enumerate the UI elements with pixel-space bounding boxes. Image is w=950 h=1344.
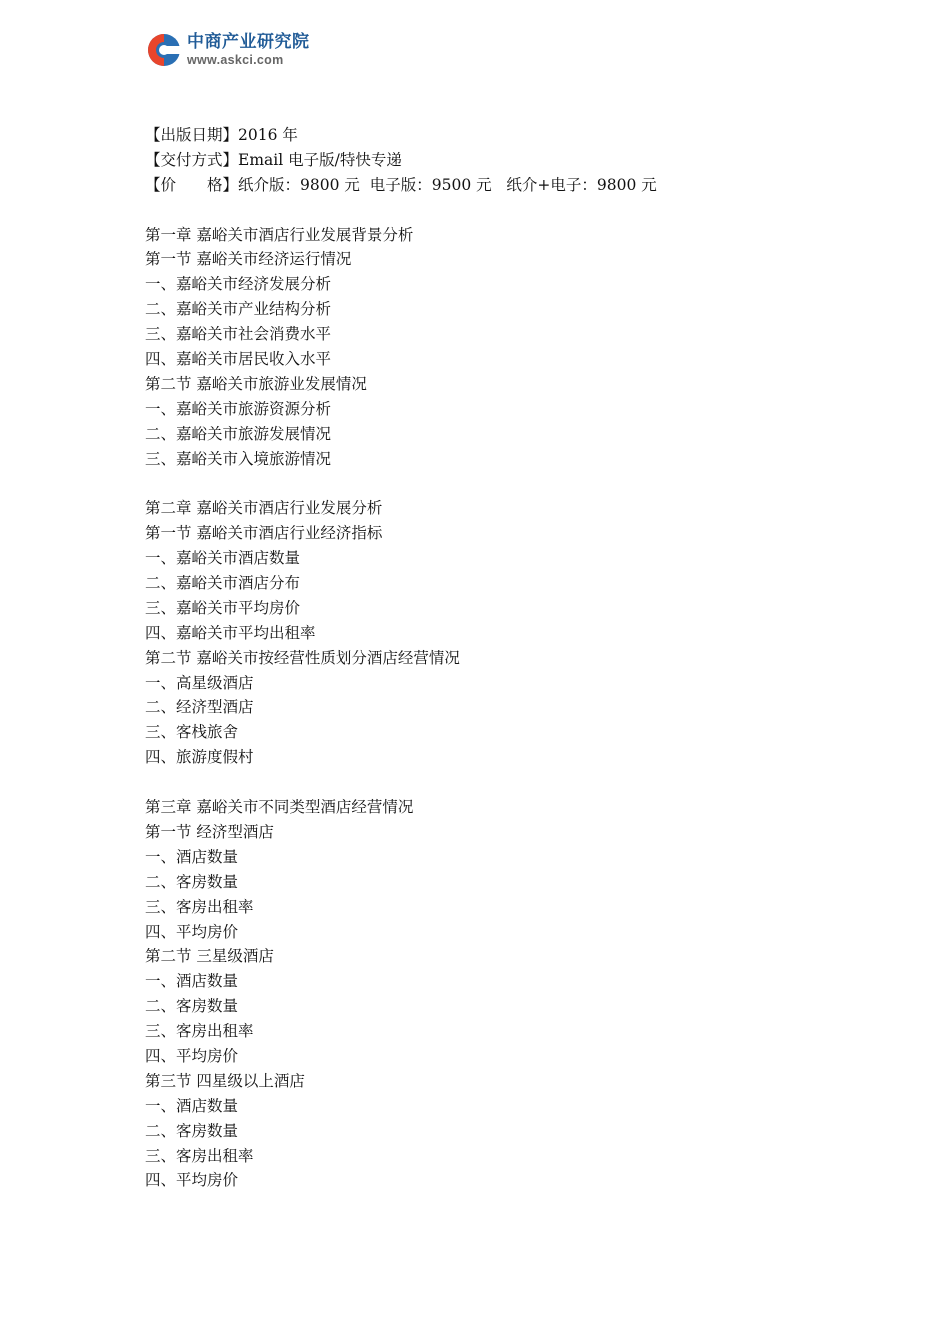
company-logo (147, 33, 310, 67)
toc-item: 三、嘉峪关市平均房价 (145, 598, 301, 617)
section-title: 第二节 嘉峪关市按经营性质划分酒店经营情况 (145, 648, 460, 667)
toc-item: 一、酒店数量 (145, 1096, 239, 1115)
toc-item: 一、嘉峪关市酒店数量 (145, 549, 301, 568)
toc-item: 一、嘉峪关市经济发展分析 (145, 275, 332, 294)
publish-date: 【出版日期】2016 年 (145, 126, 298, 144)
chapter-title: 第二章 嘉峪关市酒店行业发展分析 (145, 499, 383, 518)
toc-item: 二、嘉峪关市酒店分布 (145, 574, 301, 593)
toc-item: 一、酒店数量 (145, 847, 239, 866)
toc-item: 一、酒店数量 (145, 972, 239, 991)
section-title: 第一节 经济型酒店 (145, 822, 274, 841)
spacer (145, 198, 865, 223)
spacer (145, 471, 865, 496)
toc-item: 三、客房出租率 (145, 897, 254, 916)
section-title: 第二节 嘉峪关市旅游业发展情况 (145, 374, 367, 393)
logo-emblem-icon (147, 33, 181, 67)
section-title: 第三节 四星级以上酒店 (145, 1071, 305, 1090)
toc-item: 二、嘉峪关市旅游发展情况 (145, 424, 332, 443)
toc-item: 三、嘉峪关市社会消费水平 (145, 325, 332, 344)
toc-item: 一、高星级酒店 (145, 673, 254, 692)
price-info: 【价 格】纸介版：9800 元 电子版：9500 元 纸介+电子：9800 元 (145, 175, 657, 194)
toc-item: 四、平均房价 (145, 922, 239, 941)
logo-url: www.askci.com (187, 52, 284, 67)
logo-name: 中商产业研究院 (187, 31, 310, 52)
chapter-title: 第三章 嘉峪关市不同类型酒店经营情况 (145, 798, 414, 817)
toc-item: 二、嘉峪关市产业结构分析 (145, 300, 332, 319)
toc-item: 三、嘉峪关市入境旅游情况 (145, 449, 332, 468)
toc-item: 三、客房出租率 (145, 1022, 254, 1041)
toc-item: 四、平均房价 (145, 1171, 239, 1190)
toc-item: 四、嘉峪关市平均出租率 (145, 623, 316, 642)
spacer (145, 770, 865, 795)
report-content (145, 123, 865, 1193)
toc-item: 一、嘉峪关市旅游资源分析 (145, 399, 332, 418)
table-of-contents (145, 223, 865, 1194)
toc-item: 二、客房数量 (145, 997, 239, 1016)
toc-item: 二、客房数量 (145, 1121, 239, 1140)
toc-item: 四、嘉峪关市居民收入水平 (145, 350, 332, 369)
toc-item: 四、旅游度假村 (145, 748, 254, 767)
toc-item: 三、客房出租率 (145, 1146, 254, 1165)
toc-item: 二、经济型酒店 (145, 698, 254, 717)
toc-item: 二、客房数量 (145, 872, 239, 891)
section-title: 第一节 嘉峪关市经济运行情况 (145, 250, 352, 269)
chapter-title: 第一章 嘉峪关市酒店行业发展背景分析 (145, 225, 414, 244)
section-title: 第二节 三星级酒店 (145, 947, 274, 966)
delivery-method: 【交付方式】Email 电子版/特快专递 (145, 150, 402, 169)
toc-item: 四、平均房价 (145, 1046, 239, 1065)
section-title: 第一节 嘉峪关市酒店行业经济指标 (145, 524, 383, 543)
toc-item: 三、客栈旅舍 (145, 723, 239, 742)
